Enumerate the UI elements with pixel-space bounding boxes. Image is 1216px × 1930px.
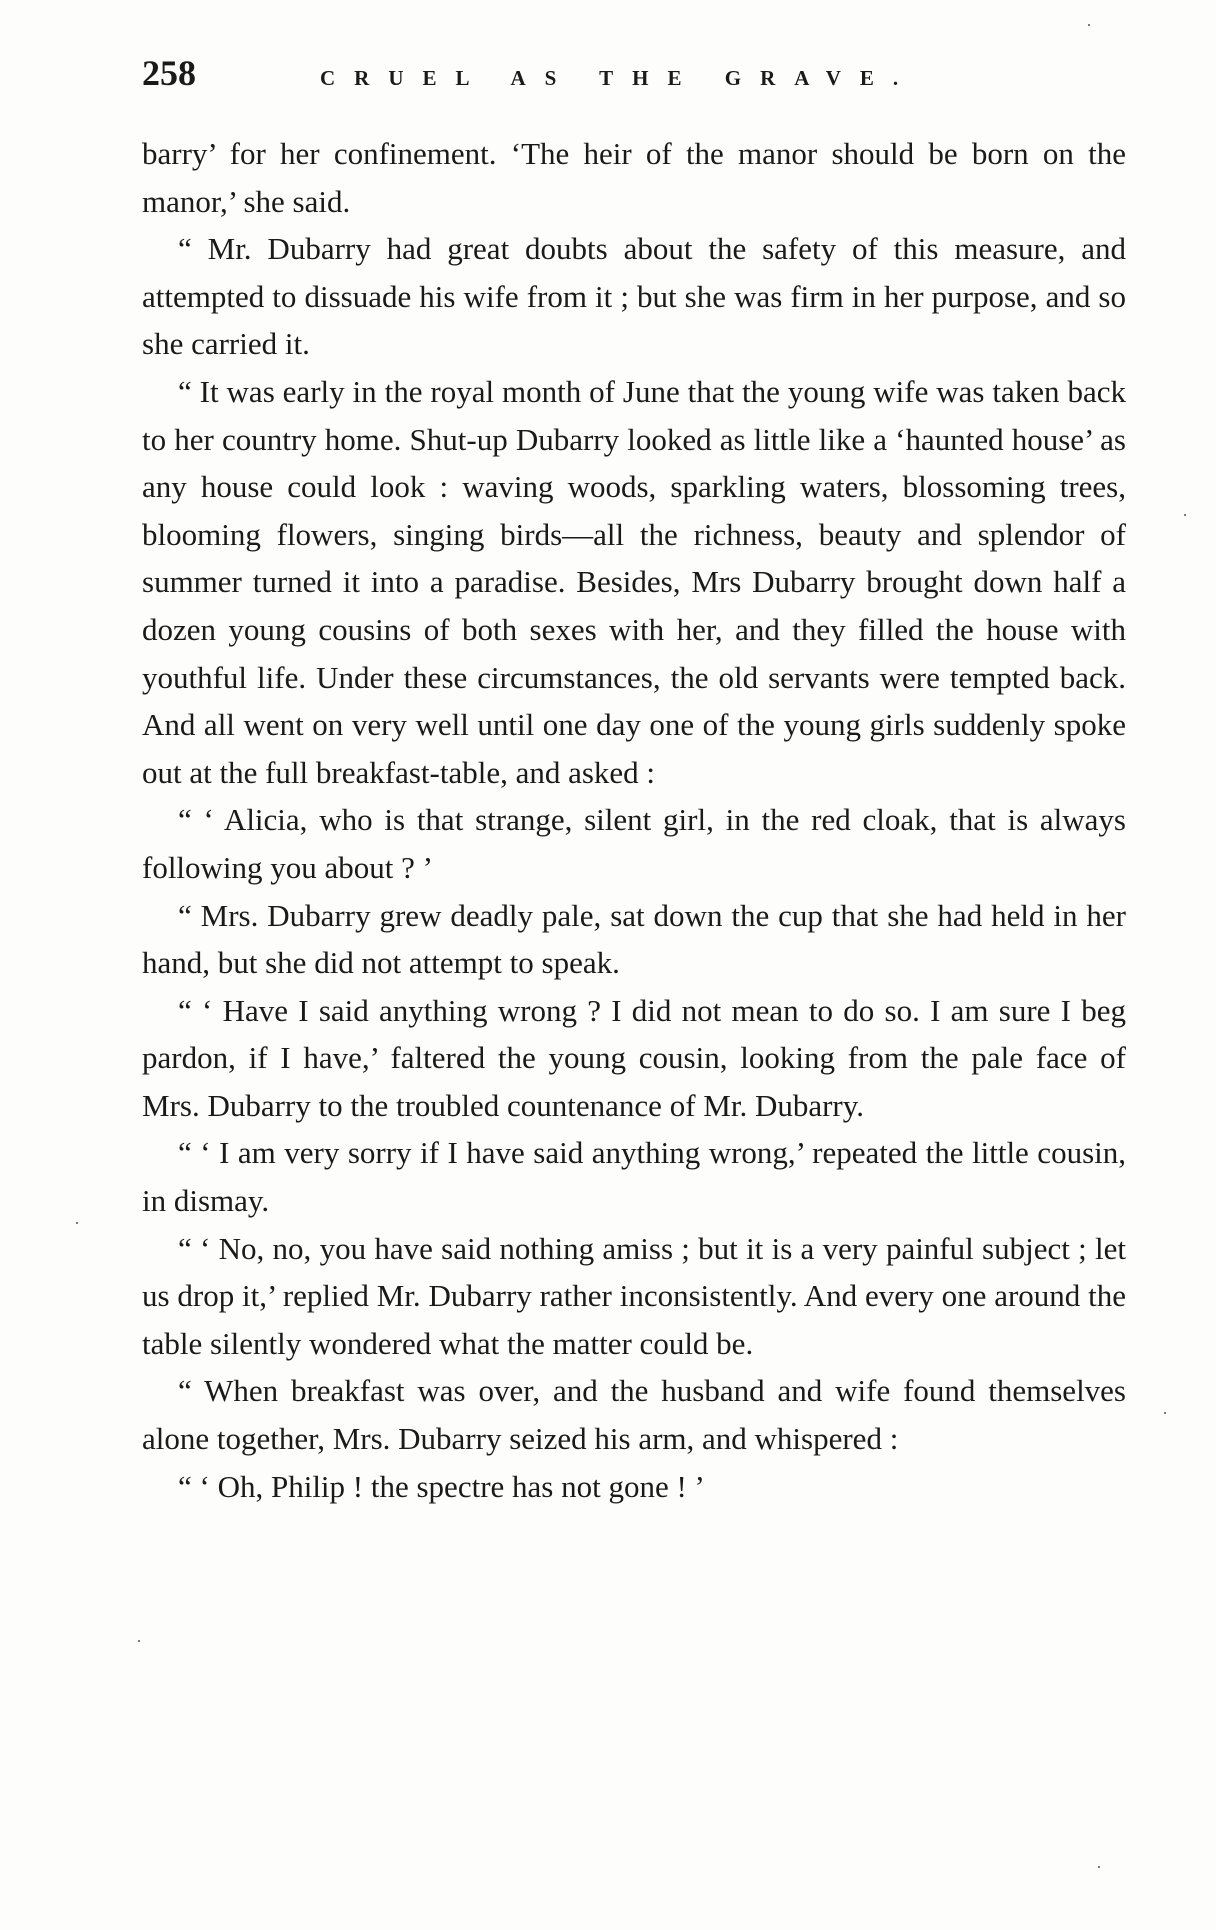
paragraph: “ It was early in the royal month of June that the young wife was taken back to her country home. Shut-up Dubarry looked as little like a ‘haunted house’ as any house could look : waving woods, sparkling waters, blossoming trees, blooming flowers, singing birds—all the richness, beauty and splendor of summer turned it into a paradise. Besides, Mrs Dubarry brought down half a dozen young cousins of both sexes with her, and they filled the house with youthful life. Under these circumstances, the old servants were tempted back. And all went on very well until one day one of the young girls suddenly spoke out at the full breakfast-table, and asked : <box>142 373 1126 790</box>
paper-speck <box>1098 1866 1100 1868</box>
paper-speck <box>1184 514 1186 516</box>
paragraph: “ Mr. Dubarry had great doubts about the safety of this measure, and attempted to dissuade his wife from it ; but she was firm in her purpose, and so she carried it. <box>142 231 1126 362</box>
paper-speck <box>138 1640 140 1642</box>
paragraph: “ ‘ Oh, Philip ! the spectre has not gone ! ’ <box>178 1468 705 1504</box>
body-text <box>142 130 1126 1510</box>
paragraph: “ ‘ I am very sorry if I have said anything wrong,’ repeated the little cousin, in dismay. <box>142 1135 1126 1219</box>
book-page <box>142 52 1126 1510</box>
paper-speck <box>1164 1412 1166 1414</box>
page-number: 258 <box>142 53 196 93</box>
running-title: CRUEL AS THE GRAVE. <box>320 66 918 90</box>
paragraph: “ ‘ Alicia, who is that strange, silent girl, in the red cloak, that is always following you about ? ’ <box>142 802 1126 885</box>
paper-speck <box>1088 24 1090 26</box>
paragraph: “ Mrs. Dubarry grew deadly pale, sat down the cup that she had held in her hand, but she did not attempt to speak. <box>142 897 1126 981</box>
page-header <box>142 52 1126 122</box>
paragraph: “ When breakfast was over, and the husband and wife found themselves alone together, Mrs. Dubarry seized his arm, and whispered : <box>142 1373 1126 1457</box>
paper-speck <box>76 1222 78 1224</box>
paragraph: “ ‘ No, no, you have said nothing amiss ; but it is a very painful subject ; let us drop it,’ replied Mr. Dubarry rather inconsistently. And every one around the table silently wondered what the matter could be. <box>142 1230 1126 1361</box>
paragraph: barry’ for her confinement. ‘The heir of the manor should be born on the manor,’ she said. <box>142 136 1126 219</box>
paragraph: “ ‘ Have I said anything wrong ? I did not mean to do so. I am sure I beg pardon, if I have,’ faltered the young cousin, looking from the pale face of Mrs. Dubarry to the troubled countenance of Mr. Dubarry. <box>142 992 1126 1123</box>
